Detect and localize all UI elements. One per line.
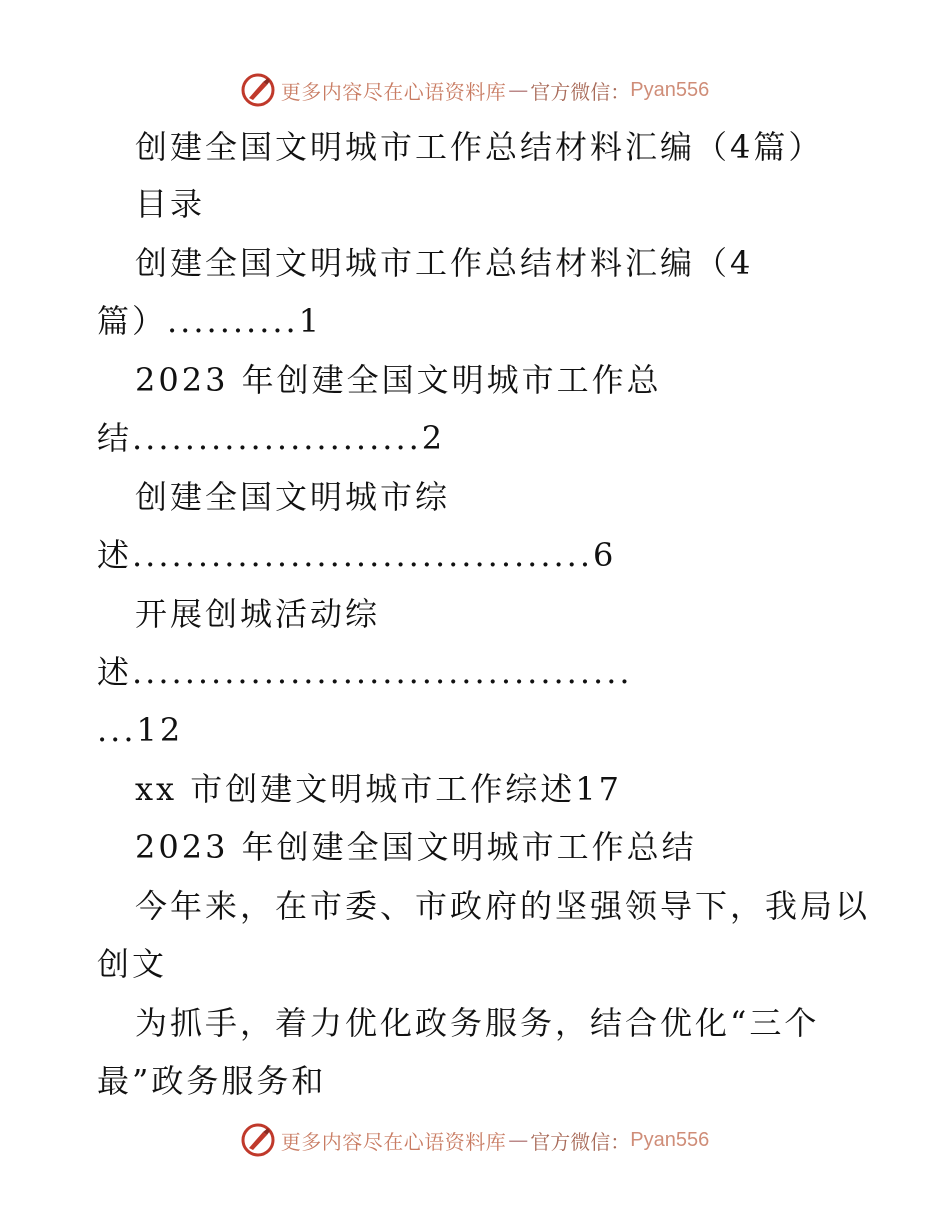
- toc-entry-2-line-2: 结......................2: [97, 419, 446, 457]
- banner-separator: —: [508, 1128, 529, 1152]
- banner-official-label: 官方微信：: [530, 1129, 631, 1154]
- footer-watermark-banner: [0, 1120, 950, 1160]
- toc-entry-4-line-3: ...12: [97, 711, 184, 749]
- toc-entry-4-line-2: 述......................................: [97, 653, 633, 691]
- banner-separator: —: [508, 78, 529, 102]
- banner-wechat-id: Pyan556: [630, 78, 710, 101]
- quill-pen-logo-icon: [241, 1123, 275, 1157]
- banner-main-text: 更多内容尽在心语资料库: [280, 79, 507, 104]
- toc-entry-5: xx 市创建文明城市工作综述17: [135, 770, 622, 808]
- banner-main-text: 更多内容尽在心语资料库: [280, 1129, 507, 1154]
- banner-official-label: 官方微信：: [530, 79, 631, 104]
- paragraph-line-2: 创文: [97, 945, 168, 983]
- paragraph-line-3: 为抓手，着力优化政务服务，结合优化“三个: [135, 1004, 820, 1042]
- paragraph-line-4: 最”政务服务和: [97, 1062, 327, 1100]
- toc-entry-1-line-1: 创建全国文明城市工作总结材料汇编（4: [135, 244, 754, 282]
- toc-entry-1-line-2: 篇）..........1: [97, 302, 323, 340]
- toc-entry-4-line-1: 开展创城活动综: [135, 595, 381, 633]
- toc-entry-3-line-1: 创建全国文明城市综: [135, 478, 451, 516]
- toc-entry-3-line-2: 述...................................6: [97, 536, 617, 574]
- paragraph-line-1: 今年来，在市委、市政府的坚强领导下，我局以: [135, 887, 871, 925]
- document-title: 创建全国文明城市工作总结材料汇编（4篇）: [135, 128, 824, 166]
- toc-heading: 目录: [135, 185, 206, 223]
- banner-wechat-id: Pyan556: [630, 1128, 710, 1151]
- toc-entry-2-line-1: 2023 年创建全国文明城市工作总: [135, 361, 662, 399]
- section-heading: 2023 年创建全国文明城市工作总结: [135, 828, 697, 866]
